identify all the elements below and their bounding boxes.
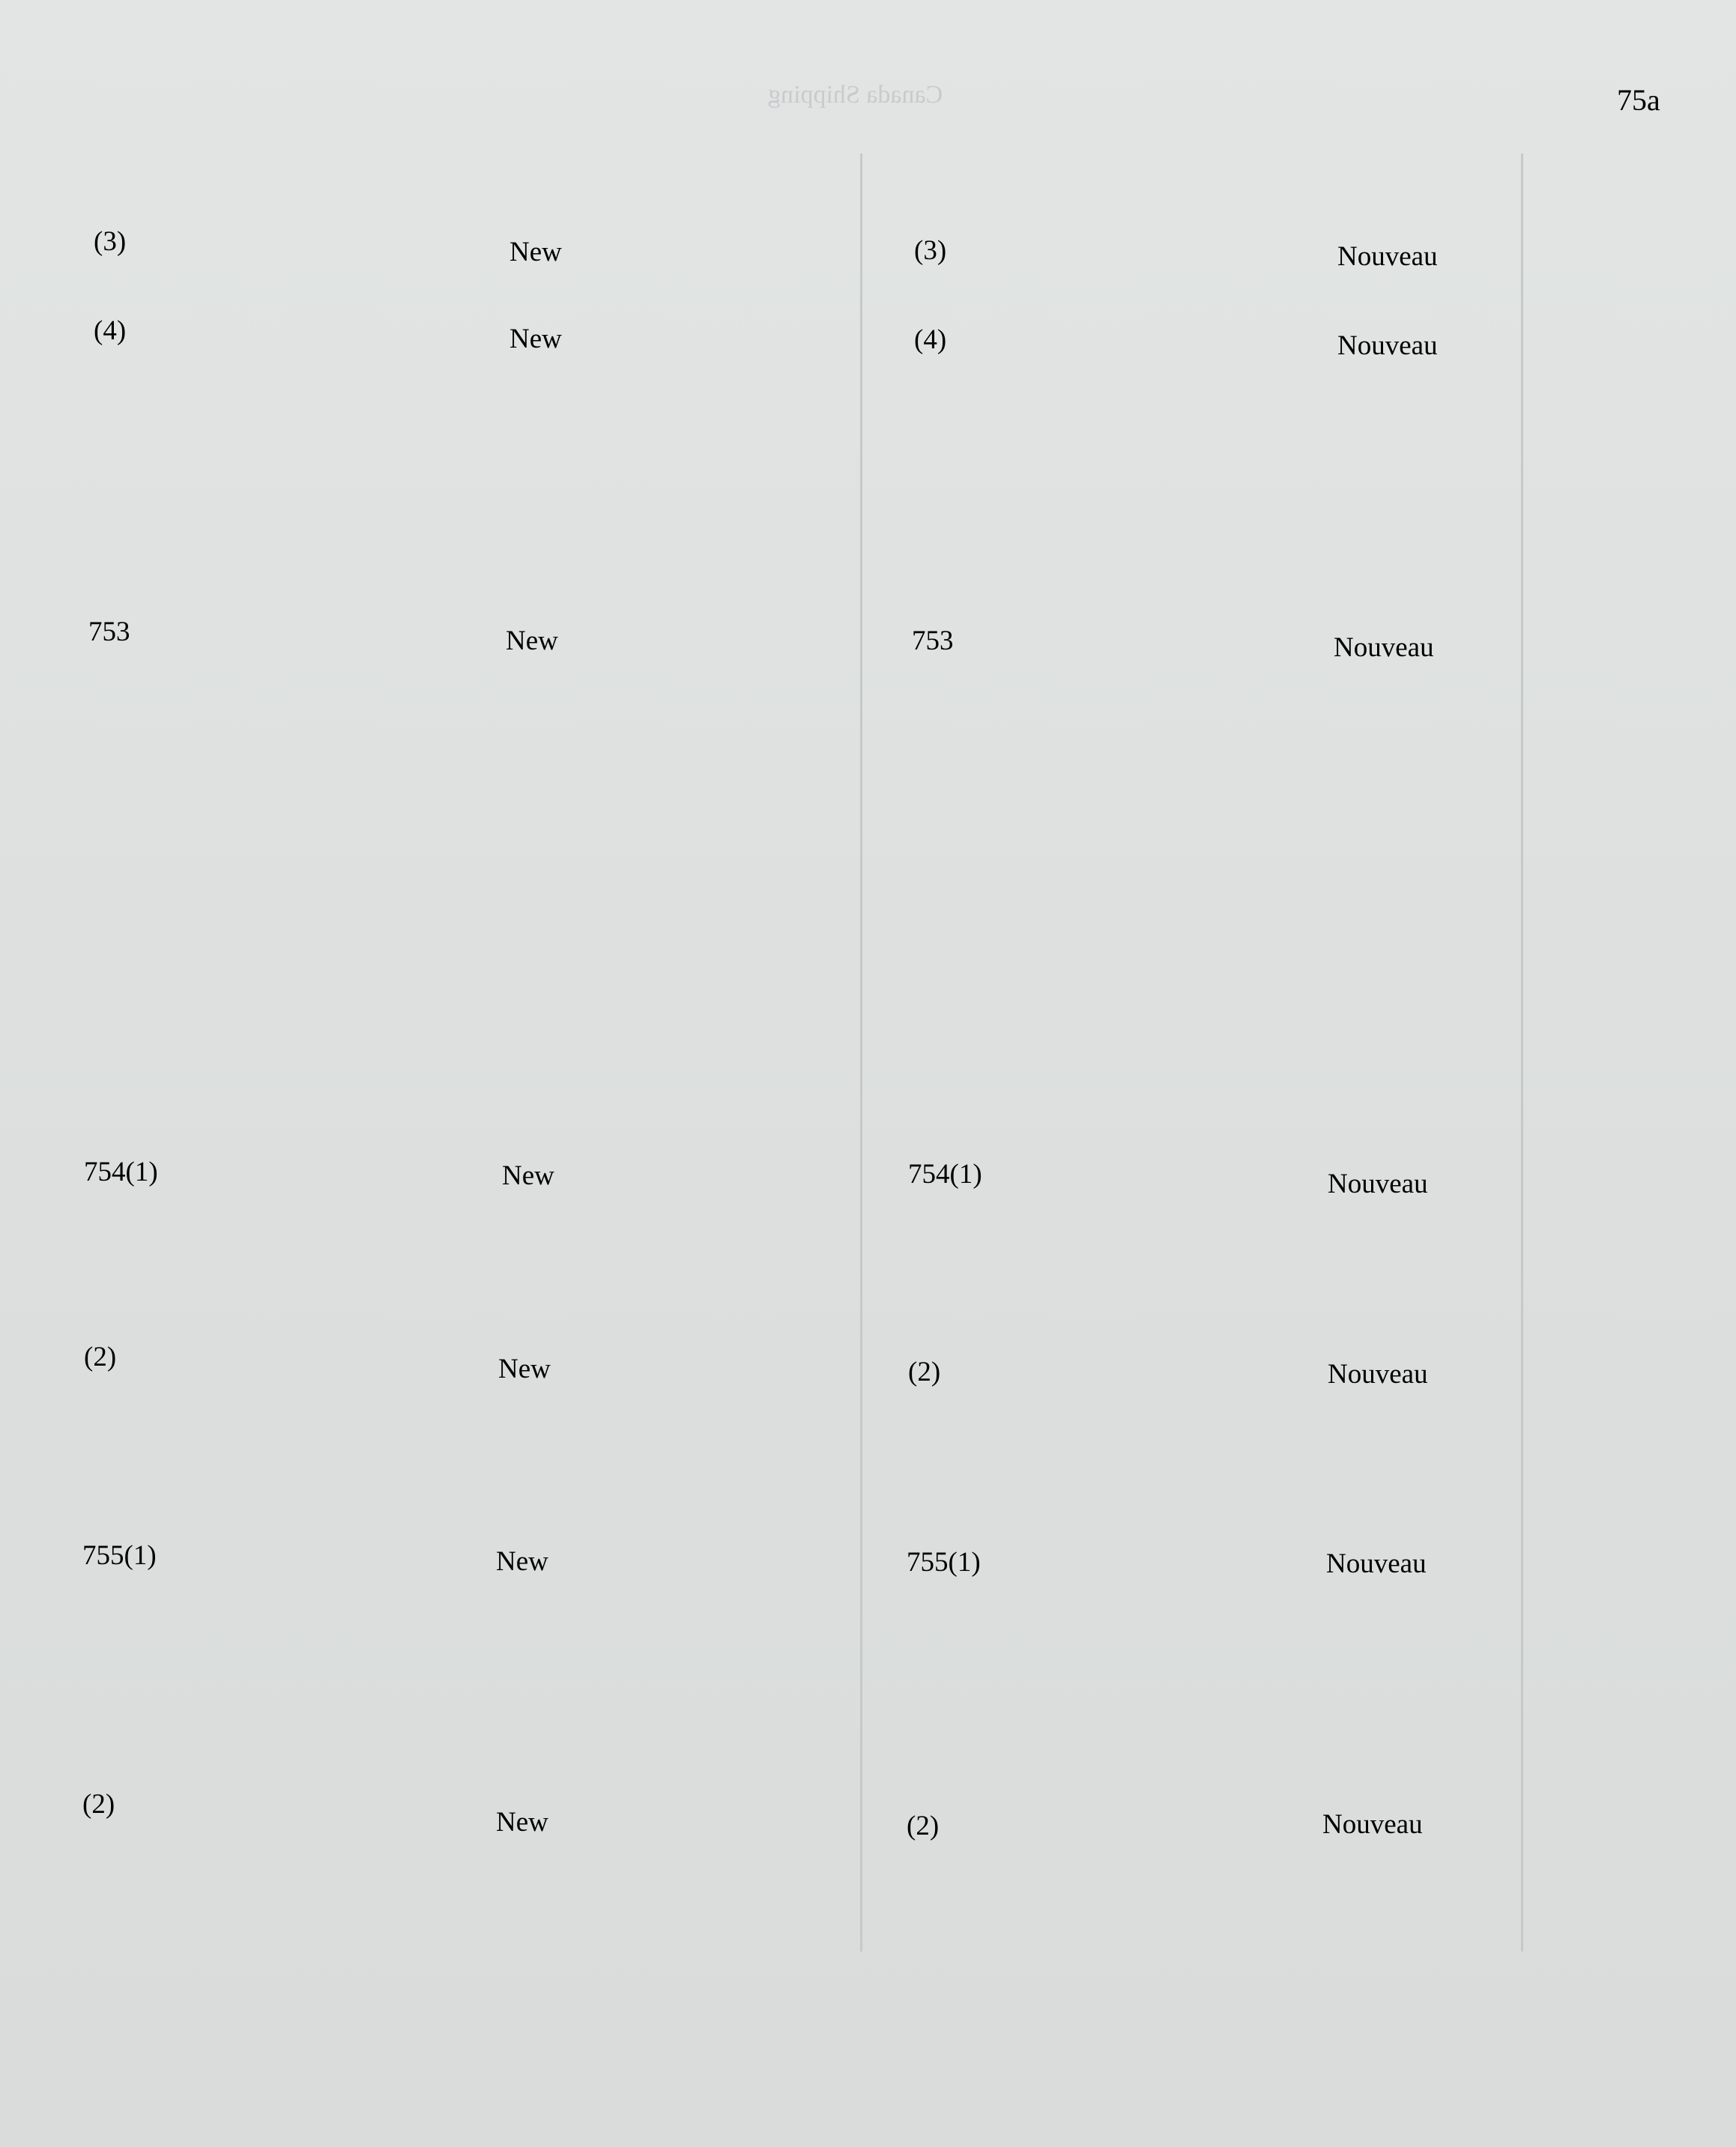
left-section-754-2: (2): [84, 1342, 117, 1372]
left-section-755-2: (2): [82, 1789, 115, 1820]
right-section-755-1: 755(1): [907, 1547, 981, 1578]
right-section-4: (4): [914, 324, 947, 355]
left-note-754-1: New: [502, 1160, 554, 1191]
right-section-754-1: 754(1): [908, 1159, 982, 1190]
left-note-753: New: [506, 626, 558, 656]
right-section-754-2: (2): [908, 1357, 941, 1387]
left-section-753: 753: [88, 617, 130, 647]
left-section-4: (4): [94, 315, 127, 346]
right-section-3: (3): [914, 235, 947, 266]
right-section-755-2: (2): [907, 1811, 940, 1841]
right-note-4: Nouveau: [1337, 330, 1438, 361]
right-note-755-2: Nouveau: [1322, 1809, 1423, 1840]
right-note-754-2: Nouveau: [1328, 1359, 1428, 1390]
right-note-3: Nouveau: [1337, 241, 1438, 272]
left-section-754-1: 754(1): [84, 1157, 158, 1187]
left-section-755-1: 755(1): [82, 1540, 157, 1571]
right-note-754-1: Nouveau: [1328, 1169, 1428, 1199]
left-note-754-2: New: [498, 1354, 551, 1384]
left-note-3: New: [509, 237, 562, 267]
page-number: 75a: [1617, 83, 1660, 117]
left-note-755-2: New: [496, 1807, 548, 1838]
left-note-755-1: New: [496, 1546, 548, 1577]
watermark-header: Canada Shipping: [768, 81, 943, 109]
left-section-3: (3): [94, 226, 127, 257]
column-divider-left: [860, 154, 862, 1951]
right-section-753: 753: [912, 626, 954, 656]
column-divider-right: [1521, 154, 1523, 1951]
left-note-4: New: [509, 324, 562, 354]
right-note-753: Nouveau: [1334, 632, 1434, 663]
right-note-755-1: Nouveau: [1326, 1548, 1427, 1579]
